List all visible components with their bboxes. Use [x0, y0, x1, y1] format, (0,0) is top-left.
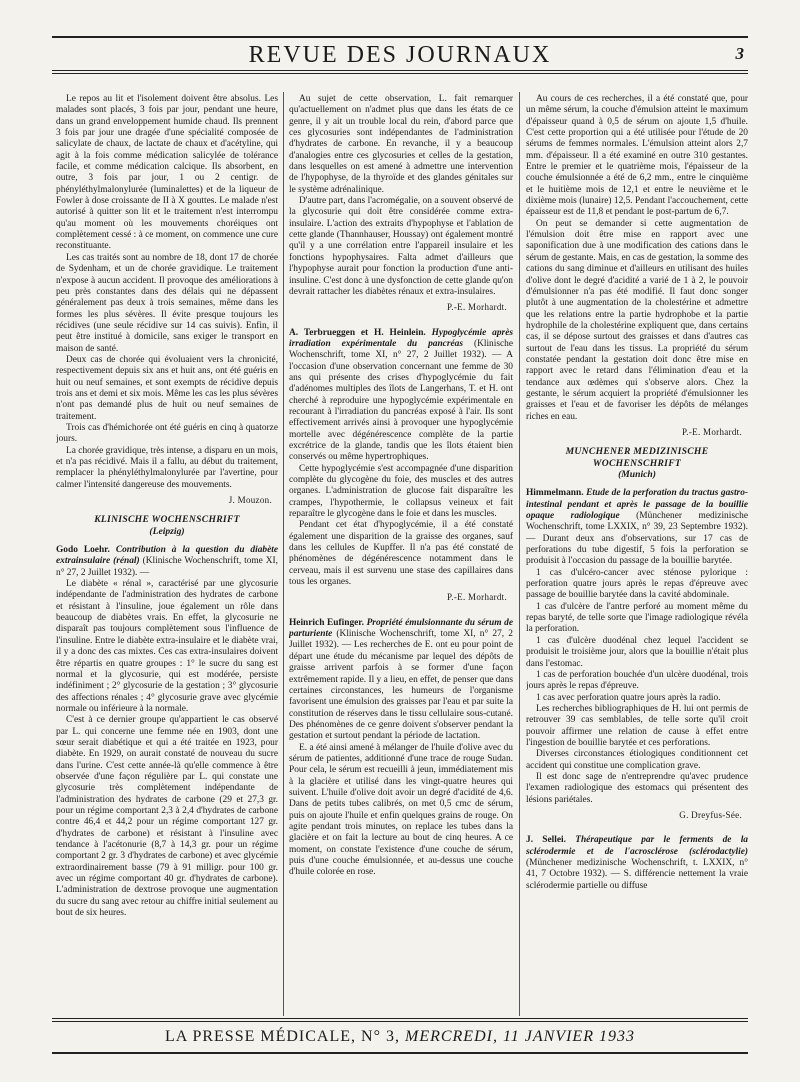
column-3: [526, 94, 748, 1014]
footer-rule-top: [52, 1018, 748, 1019]
article-reference: (Münchener medizinische Wochenschrift, tome LXXIX, n° 39, 23 Septembre 1932). — Durant deux ans d'observations, sur 17 cas de perforations du tube digestif, 5 fois la perforation se produisit à l'occasion du passage de la bouillie barytée.: [526, 511, 748, 567]
paragraph: Au sujet de cette observation, L. fait remarquer qu'actuellement on n'admet plus que dans les états de ce genre, il y ait un trouble local du rein, d'abord parce que ces glycosuries sont indépendantes de l'administration d'hydrates de carbone. En revanche, il y a beaucoup d'analogies entre ces glycosuries et celles de la gestation, dans lesquelles on est amené à admettre une intervention de l'hypophyse, de la thyroïde et des glandes génitales sur le système adrénalinique.: [289, 94, 513, 195]
footer-rule-bottom: [52, 1052, 748, 1054]
column-2: [289, 94, 513, 1014]
article-author: J. Sellei.: [526, 835, 566, 846]
article-title: Hypoglycémie après irradiation expérimentale du pancréas: [289, 327, 513, 349]
article-intro: [526, 835, 748, 892]
paragraph: Il est donc sage de n'entreprendre qu'avec prudence l'examen radiologique des estomacs qui présentent des lésions pariétales.: [526, 771, 748, 805]
page-footer: [52, 1018, 748, 1058]
article-intro: [289, 328, 513, 464]
footer-date: MERCREDI, 11 JANVIER 1933: [404, 1028, 635, 1045]
paragraph: Le diabète « rénal », caractérisé par une glycosurie indépendante de l'administration des hydrates de carbone et résistant à l'insuline, joue également un rôle dans beaucoup de diabètes vrais. En effet, la glycosurie ne disparaît pas toujours complètement sous l'influence de l'insuline. Entre le diabète extra-insulaire et le diabète vrai, il y a donc des cas mixtes. Ces cas extra-insulaires doivent être répartis en quatre groupes : 1° le sucre du sang est normal et la glycosurie, qui est modérée, persiste indéfiniment ; 2° glycosurie de la gestation ; 3° glycosurie des affections rénales ; 4° glycosurie grave avec glycémie normale ou inférieure à la normale.: [56, 579, 278, 714]
article-author: Himmelmann.: [526, 488, 584, 499]
page-header: [52, 36, 748, 74]
article-reference: (Münchener medizinische Wochenschrift, t. LXXIX, n° 41, 7 Octobre 1932). — S. différencie nettement la vraie sclérodermie partielle ou diffuse: [526, 858, 748, 891]
paragraph: Le repos au lit et l'isolement doivent être absolus. Les malades sont placés, 3 fois par jour, pendant une heure, dans un grand enveloppement humide chaud. Ils prennent 3 fois par jour une dragée d'une spécialité composée de salicylate de chaux, de lactate de chaux et d'acétyline, qui agit à la fois comme médication salicylée de tolérance facile, et comme médication calcique. Ils absorbent, en outre, 3 fois par jour, 1 ou 2 centigr. de phényléthylmalonylurée (luminalettes) et de la liqueur de Fowler à dose croissante de II à X gouttes. Le malade n'est autorisé à quitter son lit et le traitement n'est interrompu qu'au moment où les mouvements choréiques ont complètement cessé : à ce moment, on commence une cure reconstituante.: [56, 94, 278, 252]
journal-heading: KLINISCHE WOCHENSCHRIFT: [94, 514, 240, 526]
article-title: Thérapeutique par le ferments de la sclérodermie et de l'acrosclérose (sclérodactylie): [526, 835, 748, 857]
header-rule-top: [52, 36, 748, 38]
article-title: Contribution à la question du diabète extrainsulaire (rénal): [56, 545, 278, 567]
article-reference: (Klinische Wochenschrift, tome XI, n° 27, 2 Juillet 1932). —: [56, 556, 278, 578]
paragraph: Les cas traités sont au nombre de 18, dont 17 de chorée de Sydenham, et un de chorée gravidique. Le traitement n'expose à aucun accident. Il provoque des améliorations à peu près constantes dans des délais qui ne dépassent généralement pas deux à trois semaines, même dans les formes les plus sévères. Il évite presque toujours les récidives (une seule récidive sur 14 cas suivis). Enfin, il peut être institué à domicile, sans exiger le transport en maison de santé.: [56, 252, 278, 354]
paragraph: C'est à ce dernier groupe qu'appartient le cas observé par L. qui concerne une femme née en 1903, dont une sœur serait diabétique et qui a été traitée en 1923, pour diabète. En 1929, on aurait constaté de nouveau du sucre dans l'urine. C'est cette année-là qu'elle commence à être observée d'une façon régulière par L. qui constate une glycosurie très complètement indépendante de l'administration des hydrates de carbone (29 et 27,3 gr. pour un régime comportant 2,3 à 2,4 d'hydrates de carbone contre 46,4 et 44,2 pour un régime comportant 127 gr. d'hydrates de carbone) et résistant à l'insuline avec tendance à l'acétonurie (8,7 à 14,3 gr. pour un régime comportant 2 gr. 3 d'hydrates de carbone) et avec glycémie extraordinairement basse (79 à 91 milligr. pour 100 gr. avec un régime comportant 40 gr. d'hydrates de carbone). L'administration de dextrose provoque une augmentation du sucre du sang avec retour au chiffre initial seulement au bout de six heures.: [56, 715, 278, 919]
journal-section-title: REVUE DES JOURNAUX: [248, 42, 552, 68]
paragraph: Pendant cet état d'hypoglycémie, il a été constaté également une disparition de la graisse des organes, sauf dans les cellules de Kupffer. Il n'a pas été constaté de phénomènes de dégénérescence notamment dans le cerveau, mais il est survenu une stase des capillaires dans tous les organes.: [289, 520, 513, 588]
header-rule-bottom: [52, 70, 748, 71]
article-reference: (Klinische Wochenschrift, tome XI, n° 27, 2 Juillet 1932). — Les recherches de E. ont eu pour point de départ une étude du mécanisme par lequel des dépôts de graisse arrivent parfois à se former d'une façon extrêmement rapide. Il y a lieu, en effet, de penser que dans certaines circonstances, les humeurs de l'organisme favorisent une émulsion des graisses par l'eau et par suite la constitution de réserves dans le tissu cellulaire sous-cutané. Des phénomènes de ce genre doivent s'observer pendant la gestation et surtout pendant la période de lactation.: [289, 629, 513, 742]
article-author: Heinrich Eufinger.: [289, 617, 364, 628]
paragraph: Cette hypoglycémie s'est accompagnée d'une disparition complète du glycogène du foie, des muscles et des autres organes. L'administration de glucose fait disparaître les crampes, l'hypothermie, le collapsus veineux et fait reparaître le glycogène dans le foie et dans les muscles.: [289, 463, 513, 520]
footer-rule-top-double: [52, 1021, 748, 1022]
paragraph: La chorée gravidique, très intense, a disparu en un mois, et n'a pas récidivé. Mais il a fallu, au début du traitement, remplacer la phényléthylmalonylurée par l'avertine, pour calmer l'intensité dangereuse des mouvements.: [56, 445, 278, 490]
column-separator-2: [519, 92, 520, 1016]
paragraph: Trois cas d'hémichorée ont été guéris en cinq à quatorze jours.: [56, 422, 278, 445]
article-author: A. Terbrueggen et H. Heinlein.: [289, 327, 426, 338]
footer-text: [52, 1028, 748, 1046]
paragraph: 1 cas d'ulcère de l'antre perforé au moment même du repas baryté, de telle sorte que l'image radiologique révéla la perforation.: [526, 601, 748, 635]
author-signature: P.-E. Morhardt.: [447, 592, 507, 603]
paragraph: 1 cas de perforation bouchée d'un ulcère duodénal, trois jours après le repas d'épreuve.: [526, 669, 748, 692]
column-1: [56, 94, 278, 1014]
paragraph: E. a été ainsi amené à mélanger de l'huile d'olive avec du sérum de patientes, additionné d'une trace de rouge Sudan. Pour cela, le sérum est recueilli à jeun, immédiatement mis à la glacière et utilisé dans les vingt-quatre heures qui suivent. L'huile d'olive doit avoir un degré d'acidité de 4,6. Dans de petits tubes calibrés, on met 0,5 cmc de sérum, puis on ajoute l'huile et enfin quelques grains de rouge. On agite pendant trois minutes, on replace les tubes dans la glacière et on fait la lecture au bout de cinq heures. A ce moment, on constate l'existence d'une couche de sérum, puis d'une couche émulsionnée, et au-dessus une couche d'huile colorée en rose.: [289, 742, 513, 878]
paragraph: Les recherches bibliographiques de H. lui ont permis de retrouver 39 cas semblables, de telle sorte qu'il croit pouvoir affirmer une relation de cause à effet entre l'ingestion de bouillie barytée et ces perforations.: [526, 703, 748, 748]
article-reference: (Klinische Wochenschrift, tome XI, n° 27, 2 Juillet 1932). — A l'occasion d'une observation concernant une femme de 30 ans qui présente des crises d'hypoglycémie du fait d'adénomes multiples des îlots de Langerhans, T. et H. ont cherché à reproduire une hypoglycémie expérimentale en recourant à l'irradiation du pancréas exposé à l'air. Ils sont effectivement arrivés ainsi à provoquer une hypoglycémie mortelle avec dégénérescence complète de la partie excrétrice de la glande, tandis que les îlots étaient bien conservés ou même hypertrophiques.: [289, 338, 513, 463]
paragraph: D'autre part, dans l'acromégalie, on a souvent observé de la glycosurie qui doit être considérée comme extra-insulaire. L'action des extraits d'hypophyse et l'ablation de cette glande (Thannhauser, Houssay) ont également montré qu'il y a une corrélation entre l'appareil insulaire et les fonctions hypophysaires. Falta admet d'ailleurs que l'hypophyse aurait pour fonction la production d'une anti-insuline. C'est donc à une dysfonction de cette glande qu'on devrait rattacher les diabètes rénaux et extra-insulaires.: [289, 196, 513, 297]
author-signature: J. Mouzon.: [228, 495, 272, 506]
footer-journal: LA PRESSE MÉDICALE, N° 3,: [165, 1028, 400, 1045]
article-intro: [56, 545, 278, 579]
paragraph: 1 cas d'ulcéro-cancer avec sténose pylorique : perforation quatre jours après le repas d'épreuve avec passage de bouillie barytée dans la cavité abdominale.: [526, 567, 748, 601]
author-signature: P.-E. Morhardt.: [682, 426, 742, 437]
page-number: 3: [735, 44, 744, 63]
journal-heading: MUNCHENER MEDIZINISCHE WOCHENSCHRIFT: [565, 446, 709, 469]
article-intro: [526, 488, 748, 567]
article-intro: [289, 618, 513, 743]
column-separator-1: [283, 92, 284, 1016]
paragraph: Diverses circonstances étiologiques conditionnent cet accident qui constitue une complication grave.: [526, 749, 748, 771]
author-signature: G. Dreyfus-Sée.: [679, 809, 742, 820]
article-author: Godo Loehr.: [56, 545, 110, 556]
journal-city: (Leipzig): [149, 525, 185, 537]
author-signature: P.-E. Morhardt.: [447, 302, 507, 313]
paragraph: Au cours de ces recherches, il a été constaté que, pour un même sérum, la couche d'émulsion atteint le maximum d'épaisseur quand à 0,5 de sérum on ajoute 1,5 d'huile. C'est cette proportion qui a été utilisée pour l'étude de 20 sérums de femmes normales. L'émulsion atteint alors 2,7 mm. d'épaisseur. Il a été examiné en outre 310 gestantes. Entre le premier et le quatrième mois, l'épaisseur de la couche émulsionnée a été de 6,2 mm., entre le cinquième et le huitième mois de 12,1 et entre le neuvième et le dixième mois (lunaire) 12,5. Pendant l'accouchement, cette épaisseur est de 11,8 et pendant le post-partum de 6,7.: [526, 94, 748, 218]
article-title: Etude de la perforation du tractus gastro-intestinal pendant et après le passage de la bouillie opaque radiologique: [526, 488, 748, 522]
paragraph: Deux cas de chorée qui évoluaient vers la chronicité, respectivement depuis six ans et huit ans, ont été guéris en huit ou neuf semaines, et sont exempts de récidive depuis trois ans et demi et six mois. Même les cas les plus sévères n'ont pas demandé plus de huit ou neuf semaines de traitement.: [56, 354, 278, 422]
paragraph: On peut se demander si cette augmentation de l'émulsion doit être mise en rapport avec une saponification due à une modification des cations dans le sérum de gestante. Mais, en cas de gestation, la somme des cations du sang diminue et d'ailleurs en utilisant des huiles d'olive dont le degré d'acidité a varié de 1 à 2, le pouvoir d'émulsionner n'a pas été modifié. Il faut donc songer plutôt à une augmentation de la cholestérine et admettre que les relations entre la partie hydrophobe et la partie hydrophile de la cholestérine expliquent que, dans certains cas, il se dépose surtout des graisses et dans d'autres cas surtout de l'eau dans les tissus. La propriété du sérum constatée pendant la gestation doit donc être mise en rapport avec le retard dans l'élimination d'eau et la tendance aux œdèmes qui s'observe alors. Chez la gestante, le sérum acquiert la propriété d'émulsionner les graisses et l'eau et de favoriser les dépôts de mélanges riches en eau.: [526, 218, 748, 422]
header-rule-bottom-double: [52, 73, 748, 74]
article-title: Propriété émulsionnante du sérum de parturiente: [289, 617, 513, 640]
journal-city: (Munich): [618, 469, 656, 480]
paragraph: 1 cas d'ulcère duodénal chez lequel l'accident se produisit le troisième jour, alors que la bouillie n'était plus dans l'estomac.: [526, 635, 748, 669]
paragraph: 1 cas avec perforation quatre jours après la radio.: [536, 692, 721, 703]
